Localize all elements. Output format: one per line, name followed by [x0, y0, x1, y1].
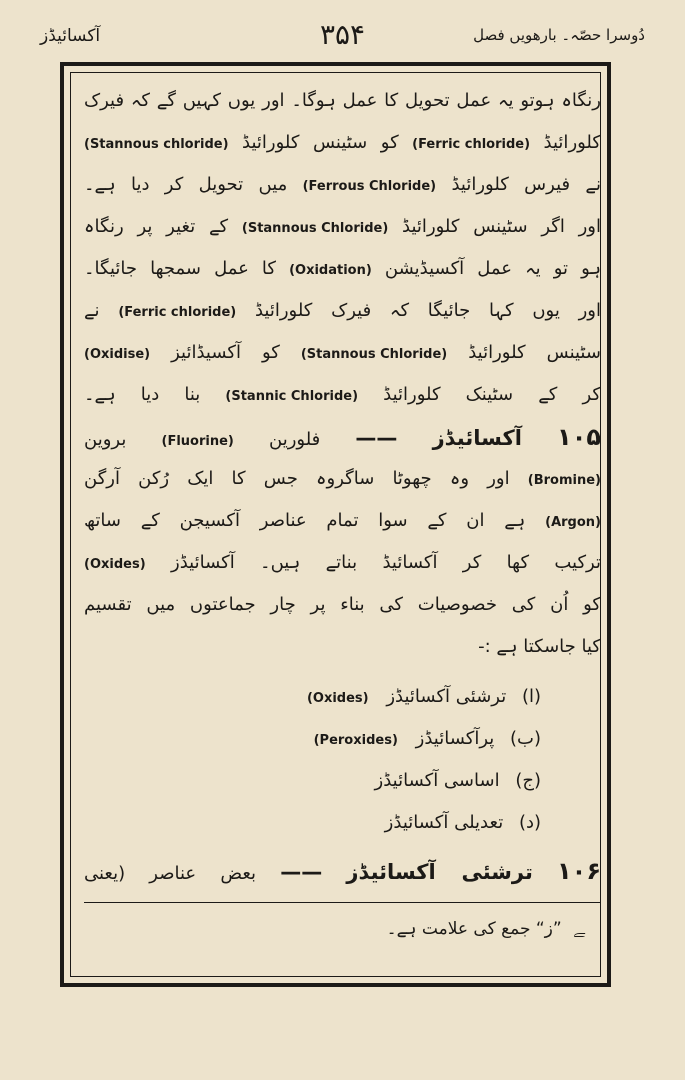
list-marker: (ا) [521, 686, 541, 707]
footnote [387, 918, 585, 939]
urdu-text: کے تغیر پر رنگاہ [84, 216, 229, 237]
urdu-text: نے [84, 300, 100, 321]
urdu-text: اور اگر سٹینس کلورائیڈ [402, 216, 601, 237]
urdu-text: فلورین [269, 429, 321, 450]
urdu-text: کو سٹینس کلورائیڈ [242, 132, 399, 153]
english-term: (Bromine) [527, 473, 601, 488]
section-dash: —— [355, 426, 398, 450]
english-term: (Fluorine) [161, 434, 234, 449]
urdu-text: سٹینس کلورائیڈ [468, 342, 601, 363]
urdu-text: نے فیرس کلورائیڈ [451, 174, 601, 195]
english-term: (Stannic Chloride) [225, 389, 359, 404]
list-marker: (ج) [515, 770, 541, 791]
oxide-classes-list [84, 676, 601, 844]
urdu-text: ترکیب کھا کر آکسائیڈ بناتے ہیں۔ آکسائیڈز [171, 552, 601, 573]
page-body [84, 80, 601, 892]
text-line [84, 500, 601, 542]
text-line [84, 248, 601, 290]
urdu-text: رنگاہ ہوتو یہ عمل تحویل کا عمل ہوگا۔ اور یوں کہیں گے کہ فیرک [84, 90, 601, 111]
urdu-text: بروین [84, 429, 127, 450]
english-term: (Ferric chloride) [118, 305, 237, 320]
text-line [84, 332, 601, 374]
english-term: (Ferrous Chloride) [302, 179, 437, 194]
list-marker: (د) [518, 812, 541, 833]
urdu-text: بعض عناصر (یعنی [84, 863, 257, 884]
english-term: (Oxidise) [84, 347, 151, 362]
english-term: (Oxidation) [289, 263, 372, 278]
footnote-text: ”ز“ جمع کی علامت ہے۔ [386, 919, 562, 939]
text-line [84, 80, 601, 122]
urdu-text: ہے ان کے سوا تمام عناصر آکسیجن کے ساتھ [84, 510, 526, 531]
section-title: آکسائیڈز [432, 426, 522, 450]
running-head-chapter: آکسائیڈز [40, 26, 101, 46]
text-line [84, 626, 601, 668]
running-head-part: دُوسرا حصّہ۔ بارھویں فصل [473, 26, 645, 44]
class-name: ترشئی آکسائیڈز [386, 686, 507, 707]
list-item [84, 676, 601, 718]
english-term: (Oxides) [306, 691, 369, 706]
urdu-text: کیا جاسکتا ہے :- [478, 636, 601, 657]
urdu-text: بنا دیا ہے۔ [84, 384, 201, 405]
english-term: (Stannous Chloride) [241, 221, 389, 236]
urdu-text: کر کے سٹینک کلورائیڈ [383, 384, 601, 405]
class-name: تعدیلی آکسائیڈز [384, 812, 504, 833]
urdu-text: میں تحویل کر دیا ہے۔ [84, 174, 288, 195]
section-number: ۱۰۵ [557, 423, 601, 451]
urdu-text: اور یوں کہا جائیگا کہ فیرک کلورائیڈ [254, 300, 601, 321]
urdu-text: اور وہ چھوٹا ساگروہ جس کا ایک رُکن آرگن [84, 468, 510, 489]
footnote-marker: ﮯ [573, 919, 585, 939]
urdu-text: کلورائیڈ [543, 132, 601, 153]
section-105-heading [84, 416, 601, 458]
section-title: ترشئی آکسائیڈز [346, 860, 533, 884]
list-item [84, 802, 601, 844]
list-item [84, 760, 601, 802]
urdu-text: کا عمل سمجھا جائیگا۔ [84, 258, 276, 279]
english-term: (Peroxides) [313, 733, 398, 748]
text-line [84, 164, 601, 206]
class-name: اساسی آکسائیڈز [374, 770, 500, 791]
list-marker: (ب) [510, 728, 541, 749]
text-line [84, 290, 601, 332]
urdu-text: کو اُن کی خصوصیات کی بناء پر چار جماعتوں میں تقسیم [84, 594, 601, 615]
text-line [84, 122, 601, 164]
english-term: (Argon) [545, 515, 601, 530]
footnote-divider [84, 902, 601, 903]
section-number: ۱۰۶ [557, 857, 601, 885]
section-dash: —— [280, 860, 323, 884]
english-term: (Stannous Chloride) [300, 347, 448, 362]
page-header [40, 18, 645, 58]
section-106-heading [84, 850, 601, 892]
text-line [84, 542, 601, 584]
text-line [84, 584, 601, 626]
urdu-text: کو آکسیڈائیز [171, 342, 280, 363]
text-line [84, 206, 601, 248]
page-number: ۳۵۴ [319, 18, 366, 51]
class-name: پرآکسائیڈز [415, 728, 495, 749]
english-term: (Ferric chloride) [412, 137, 531, 152]
text-line [84, 374, 601, 416]
english-term: (Oxides) [84, 557, 146, 572]
list-item [84, 718, 601, 760]
text-line [84, 458, 601, 500]
urdu-text: ہو تو یہ عمل آکسیڈیشن [384, 258, 601, 279]
english-term: (Stannous chloride) [84, 137, 229, 152]
